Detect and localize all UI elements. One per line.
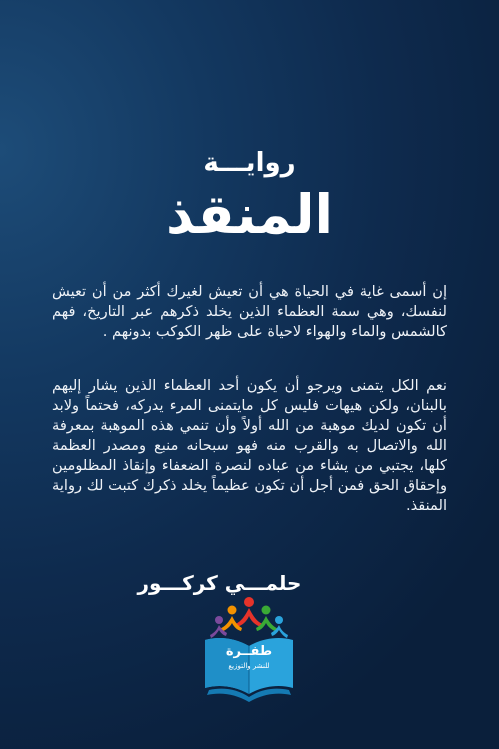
book-title: المنقذ [165, 183, 334, 246]
genre-label: روايـــة [203, 148, 296, 178]
publisher-name: طفــرة [225, 644, 273, 659]
publisher-logo [201, 596, 297, 704]
author-name: حلمـــي كركـــور [137, 571, 302, 595]
blurb-paragraph-2: نعم الكل يتمنى ويرجو أن يكون أحد العظماء الذين يشار إليهم بالبنان، ولكن هيهات فليس كل مايتمنى المرء يدركه، فحتماً ولابد أن تكون لديك موهبة من الله أولاً وأن تنمي هذه الموهبة بمعرفة الله والاتصال به والقرب منه فهو سبحانه منبع ومصدر العظمة كلها، يجتبي من يشاء من عباده لنصرة الضعفاء وإنقاذ المظلومين وإحقاق الحق فمن أجل أن تكون عظيماً يخلد ذكرك كتبت لك رواية المنقذ. [52, 377, 447, 514]
blurb-paragraph-1: إن أسمى غاية في الحياة هي أن تعيش لغيرك أكثر من أن تعيش لنفسك، وهي سمة العظماء الذين يخلد ذكرهم عبر التاريخ، فهم كالشمس والماء والهواء لاحياة على ظهر الكوكب بدونهم . [52, 283, 447, 340]
publisher-tagline: للنشر والتوزيع [228, 662, 270, 670]
